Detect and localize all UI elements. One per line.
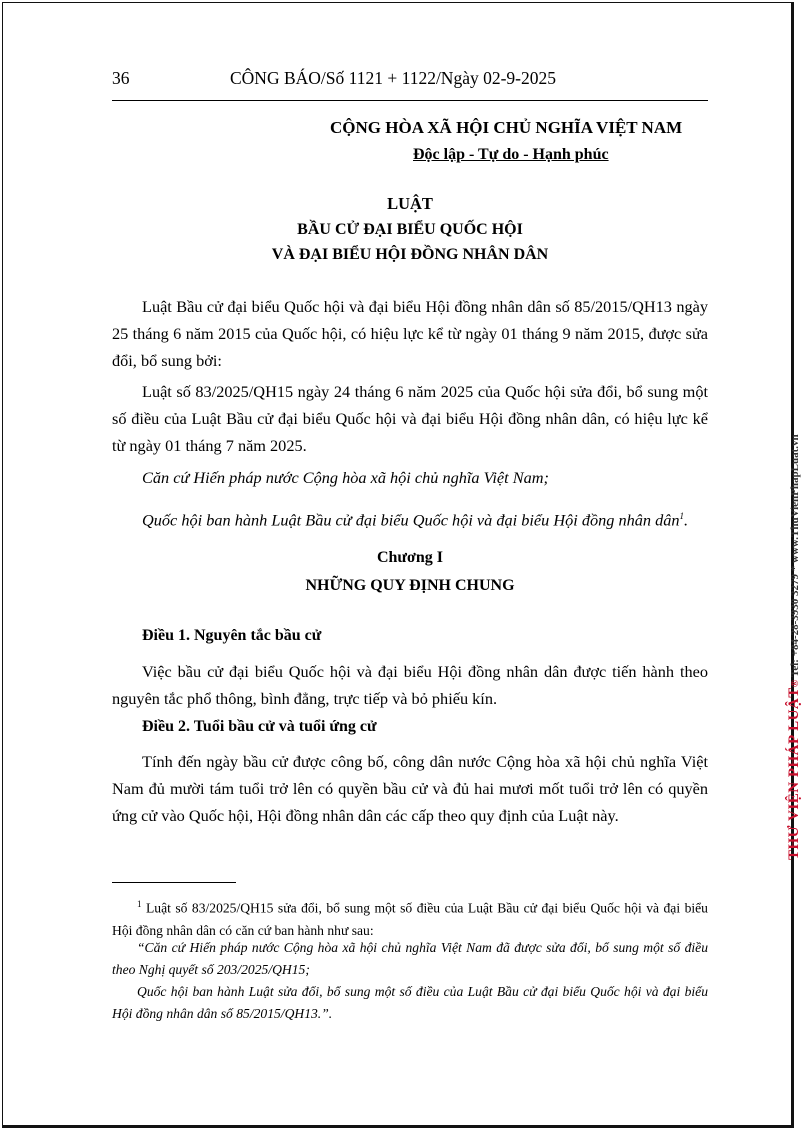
nation-name: CỘNG HÒA XÃ HỘI CHỦ NGHĨA VIỆT NAM bbox=[330, 118, 683, 137]
footnote-line-1 bbox=[112, 893, 708, 942]
footnote-text-1: Luật số 83/2025/QH15 sửa đổi, bổ sung một số điều của Luật Bầu cử đại biểu Quốc hội và đại biểu Hội đồng nhân dân có căn cứ ban hành như sau: bbox=[112, 900, 708, 938]
chapter-title: NHỮNG QUY ĐỊNH CHUNG bbox=[305, 577, 515, 594]
footnote-line-2: “Căn cứ Hiến pháp nước Cộng hòa xã hội chủ nghĩa Việt Nam đã được sửa đổi, bổ sung một số điều theo Nghị quyết số 203/2025/QH15; bbox=[112, 940, 708, 977]
registered-icon: ® bbox=[790, 679, 801, 688]
title-line-2: VÀ ĐẠI BIỂU HỘI ĐỒNG NHÂN DÂN bbox=[271, 246, 549, 263]
article-1-text: Việc bầu cử đại biểu Quốc hội và đại biểu Hội đồng nhân dân được tiến hành theo nguyên tắc phổ thông, bình đẳng, trực tiếp và bỏ phiếu kín. bbox=[112, 662, 708, 708]
intro-paragraph-2: Luật số 83/2025/QH15 ngày 24 tháng 6 năm 2025 của Quốc hội sửa đổi, bổ sung một số điều của Luật Bầu cử đại biểu Quốc hội và đại biểu Hội đồng nhân dân, có hiệu lực kể từ ngày 01 tháng 7 năm 2025. bbox=[112, 382, 708, 455]
title-line-1: BẦU CỬ ĐẠI BIỂU QUỐC HỘI bbox=[297, 221, 523, 238]
enactment-text: Quốc hội ban hành Luật Bầu cử đại biểu Quốc hội và đại biểu Hội đồng nhân dân bbox=[142, 510, 680, 530]
enactment-clause bbox=[112, 503, 708, 533]
nation-motto: Độc lập - Tự do - Hạnh phúc bbox=[413, 146, 609, 163]
watermark-contact[interactable]: Tel: +84-28-3930 3279 * www.ThuVienPhapLuat.vn bbox=[789, 434, 801, 677]
side-watermark bbox=[775, 300, 802, 860]
doc-type: LUẬT bbox=[387, 194, 433, 213]
footnote-rule bbox=[112, 882, 236, 883]
watermark-brand: THƯ VIỆN PHÁP LUẬT bbox=[786, 687, 802, 860]
article-1-heading: Điều 1. Nguyên tắc bầu cử bbox=[142, 627, 322, 644]
footnote-number: 1 bbox=[137, 899, 142, 909]
gazette-header: CÔNG BÁO/Số 1121 + 1122/Ngày 02-9-2025 bbox=[230, 68, 556, 88]
legal-basis: Căn cứ Hiến pháp nước Cộng hòa xã hội chủ nghĩa Việt Nam; bbox=[142, 468, 549, 487]
page-number: 36 bbox=[112, 68, 130, 88]
enactment-end: . bbox=[684, 510, 689, 530]
chapter-number: Chương I bbox=[376, 549, 444, 566]
footnote-line-3: Quốc hội ban hành Luật sửa đổi, bổ sung một số điều của Luật Bầu cử đại biểu Quốc hội và đại biểu Hội đồng nhân dân số 85/2015/QH13.”. bbox=[112, 984, 708, 1021]
intro-paragraph-1: Luật Bầu cử đại biểu Quốc hội và đại biểu Hội đồng nhân dân số 85/2015/QH13 ngày 25 tháng 6 năm 2015 của Quốc hội, có hiệu lực kể từ ngày 01 tháng 9 năm 2015, được sửa đổi, bổ sung bởi: bbox=[112, 297, 708, 370]
header-rule bbox=[112, 100, 708, 101]
article-2-heading: Điều 2. Tuổi bầu cử và tuổi ứng cử bbox=[142, 718, 377, 735]
watermark-text bbox=[786, 434, 803, 860]
footnote-ref[interactable]: 1 bbox=[679, 511, 685, 521]
article-2-text: Tính đến ngày bầu cử được công bố, công dân nước Cộng hòa xã hội chủ nghĩa Việt Nam đủ mười tám tuổi trở lên có quyền bầu cử và đủ hai mươi mốt tuổi trở lên có quyền ứng cử vào Quốc hội, Hội đồng nhân dân các cấp theo quy định của Luật này. bbox=[112, 752, 708, 825]
